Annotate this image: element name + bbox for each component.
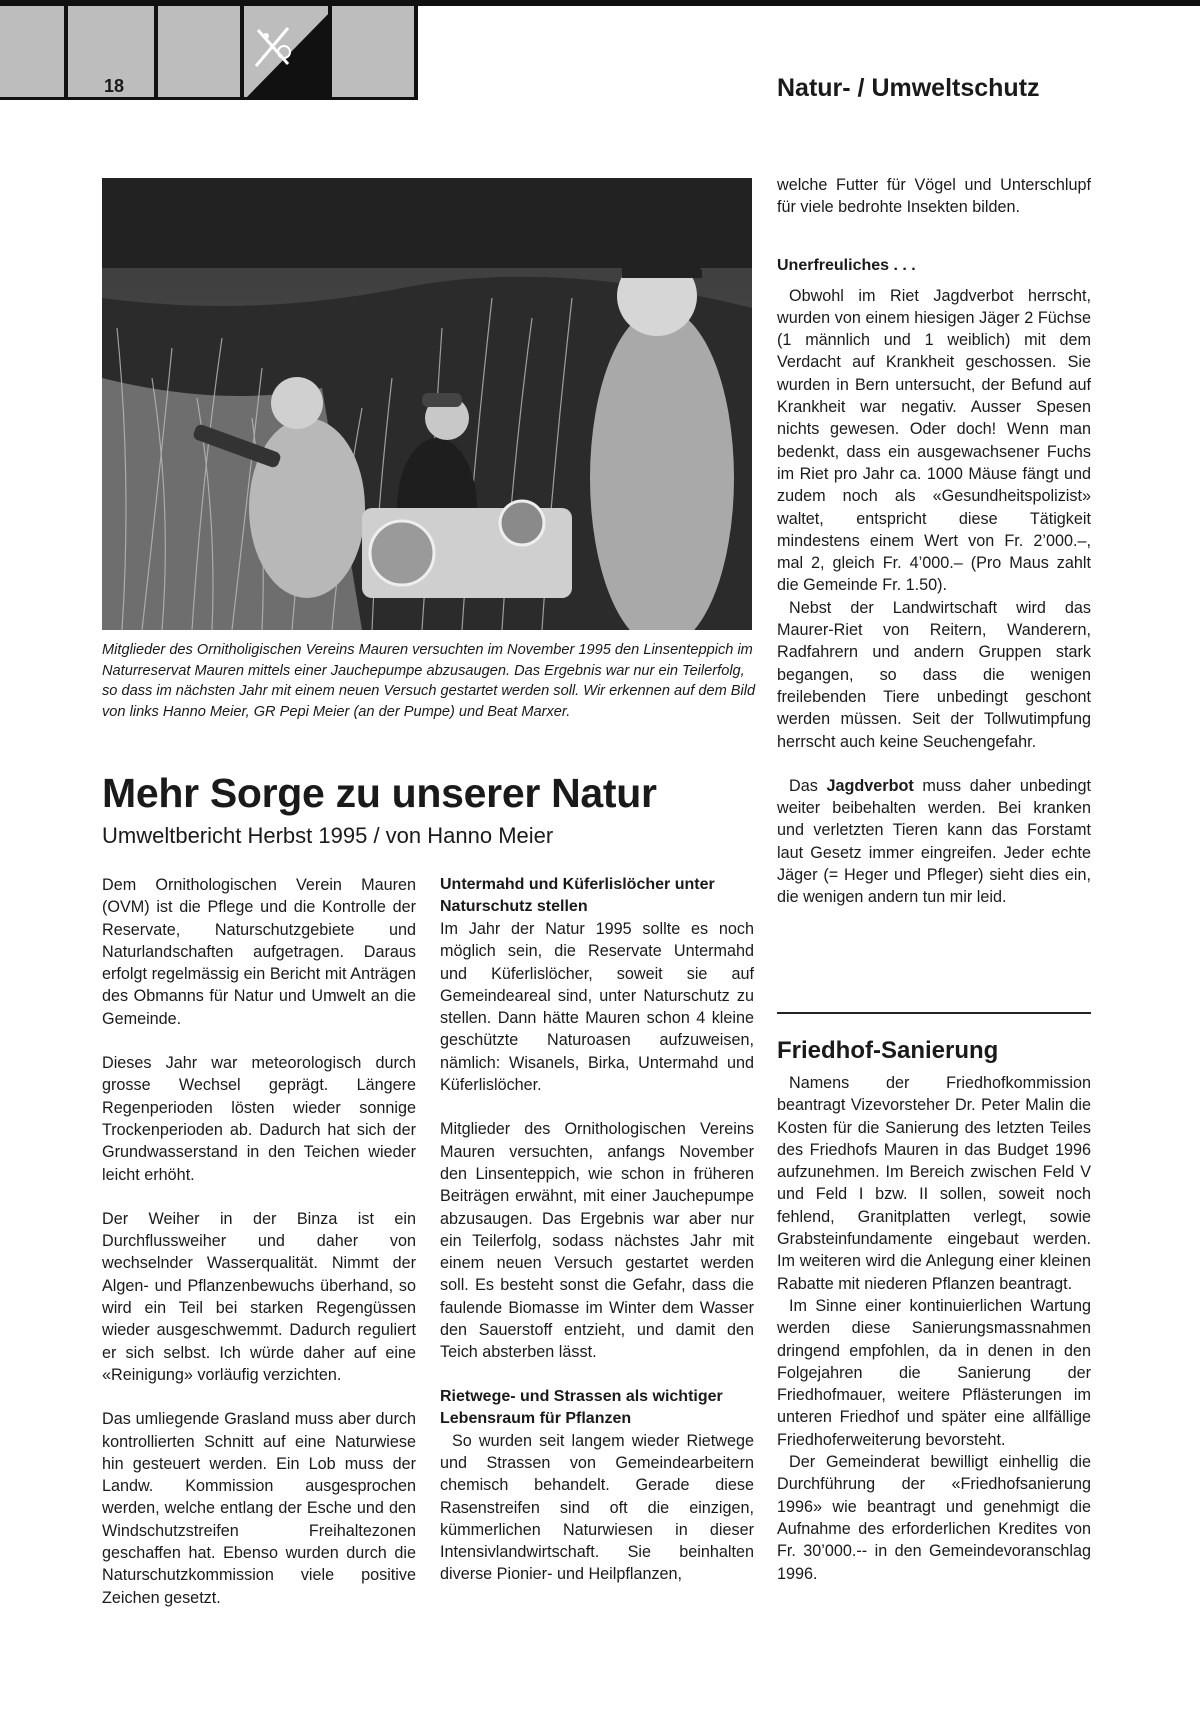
photo-illustration — [102, 178, 752, 630]
paragraph: Mitglieder des Ornithologischen Vereins Mauren versuchten, anfangs November den Linsenteppich, wie schon in früheren Beiträgen erwähnt, mit einer Jauchepumpe abzusaugen. Das Ergebnis war aber nur ein Teilerfolg, sodass nächstes Jahr mit einem neuen Versuch gestartet werden soll. Es besteht sonst die Gefahr, dass die faulende Biomasse im Winter dem Wasser den Sauerstoff entzieht, und damit den Teich absterben lässt. — [440, 1120, 754, 1362]
subheading: Rietwege- und Strassen als wichtiger Lebensraum für Pflanzen — [440, 1387, 723, 1427]
paragraph: Im Jahr der Natur 1995 sollte es noch möglich sein, die Reservate Untermahd und Küferlislöcher, soweit sie auf Gemeindeareal sind, unter Naturschutz zu stellen. Dann hätte Mauren schon 4 kleine geschützte Naturoasen aufzuweisen, nämlich: Wisanels, Birka, Untermahd und Küferlislöcher. — [440, 920, 754, 1095]
article-column-3 — [777, 174, 1091, 909]
bold-term: Jagdverbot — [826, 776, 914, 795]
text-span: Das — [789, 776, 827, 795]
header-cell — [158, 6, 244, 100]
header-cell — [0, 6, 68, 100]
paragraph: Nebst der Landwirtschaft wird das Maurer-Riet von Reitern, Wanderern, Radfahrern und andern Gruppen stark begangen, so dass die wenigen freilebenden Tiere unbedingt geschont werden müssen. Seit der Tollwutimpfung herrscht auch keine Seuchengefahr. — [777, 598, 1091, 751]
paragraph: So wurden seit langem wieder Rietwege und Strassen von Gemeindearbeitern chemisch behandelt. Gerade diese Rasenstreifen sind oft die einzigen, kümmerlichen Naturwiesen in dieser Intensivlandwirtschaft. Sie beinhalten diverse Pionier- und Heilpflanzen, — [440, 1431, 754, 1584]
section-heading: Friedhof-Sanierung — [777, 1037, 999, 1064]
paragraph: welche Futter für Vögel und Unterschlupf für viele bedrohte Insekten bilden. — [777, 176, 1091, 217]
header-cell — [332, 6, 418, 100]
article-title: Mehr Sorge zu unserer Natur — [102, 770, 657, 816]
paragraph: Dem Ornithologischen Verein Mauren (OVM) ist die Pflege und die Kontrolle der Reservate, Naturschutzgebiete und Naturlandschaften aufgetragen. Daraus erfolgt regelmässig ein Bericht mit Anträgen des Obmanns für Natur und Umwelt an die Gemeinde. — [102, 876, 416, 1028]
photo-caption: Mitglieder des Ornitholigischen Vereins Mauren versuchten im November 1995 den Linsenteppich im Naturreservat Mauren mittels einer Jauchepumpe abzusaugen. Das Ergebnis war nur ein Teilerfolg, so dass im nächsten Jahr mit einem neuen Versuch gestartet werden soll. Wir erkennen auf dem Bild von links Hanno Meier, GR Pepi Meier (an der Pumpe) und Beat Marxer. — [102, 642, 756, 720]
section-title: Natur- / Umweltschutz — [777, 74, 1040, 102]
subheading: Untermahd und Küferlislöcher unter Naturschutz stellen — [440, 876, 715, 915]
paragraph: Dieses Jahr war meteorologisch durch grosse Wechsel geprägt. Längere Regenperioden lösten wieder sonnige Trockenperioden ab. Dadurch hat sich der Grundwasserstand in den Teichen wieder leicht erhöht. — [102, 1054, 416, 1184]
paragraph: Der Weiher in der Binza ist ein Durchflussweiher und daher von wechselnder Wasserqualität. Nimmt der Algen- und Pflanzenbewuchs überhand, so wird ein Teil bei starken Regengüssen wieder ausgeschwemmt. Dadurch reguliert er sich selbst. Ich würde daher auf eine «Reinigung» vorläufig verzichten. — [102, 1209, 416, 1384]
section-divider — [777, 1012, 1091, 1014]
article-subtitle: Umweltbericht Herbst 1995 / von Hanno Meier — [102, 823, 554, 848]
paragraph: Der Gemeinderat bewilligt einhellig die Durchführung der «Friedhofsanierung 1996» wie beantragt und genehmigt die Aufnahme des erforderlichen Kredites von Fr. 30’000.-- in den Gemeindevoranschlag 1996. — [777, 1453, 1091, 1583]
paragraph: Namens der Friedhofkommission beantragt Vizevorsteher Dr. Peter Malin die Kosten für die Sanierung des letzten Teiles des Friedhofs Mauren in das Budget 1996 aufzunehmen. Im Bereich zwischen Feld V und Feld I bzw. II sollen, soweit noch fehlend, Granitplatten verlegt, sowie Grabsteinfundamente eingebaut werden. Im weiteren wird die Anlegung einer kleinen Rabatte mit niederen Pflanzen beantragt. — [777, 1074, 1091, 1293]
article-photo — [102, 178, 752, 630]
paragraph — [777, 775, 1091, 909]
article-column-1 — [102, 874, 416, 1609]
header-underline — [0, 97, 418, 100]
article-column-2 — [440, 874, 754, 1586]
text-span: muss daher unbedingt weiter beibehalten werden. Bei kranken und verletzten Tieren kann das Forstamt laut Gesetz immer eingreifen. Jeder echte Jäger (= Heger und Pfleger) sieht dies ein, die wenigen andern tun mir leid. — [777, 776, 1091, 907]
page-number: 18 — [104, 76, 125, 96]
emblem-cell — [244, 6, 332, 100]
friedhof-section — [777, 1036, 1091, 1585]
paragraph: Das umliegende Grasland muss aber durch kontrollierten Schnitt auf eine Naturwiese hin gesteuert werden. Ein Lob muss der Landw. Kommission ausgesprochen werden, welche entlang der Esche und den Windschutzstreifen Freihaltezonen geschaffen hat. Ebenso wurden durch die Naturschutzkommission viele positive Zeichen gesetzt. — [102, 1410, 416, 1607]
paragraph: Obwohl im Riet Jagdverbot herrscht, wurden von einem hiesigen Jäger 2 Füchse (1 männlich und 1 weiblich) mit dem Verdacht auf Krankheit geschossen. Sie wurden in Bern untersucht, der Befund auf Krankheit war negativ. Ausser Spesen nichts gewesen. Oder doch! Wenn man bedenkt, dass ein ausgewachsener Fuchs im Riet pro Jahr ca. 1000 Mäuse fängt und zudem noch als «Gesundheitspolizist» waltet, entspricht diese Tätigkeit mindestens einem Wert von Fr. 2’000.–, mal 2, gleich Fr. 4’000.– (Pro Maus zahlt die Gemeinde Fr. 1.50). — [777, 286, 1091, 595]
paragraph: Im Sinne einer kontinuierlichen Wartung werden diese Sanierungsmassnahmen dringend empfohlen, da in denen in den Folgejahren die Sanierung der Friedhofmauer, weitere Pflästerungen im unteren Friedhof und später eine allfällige Friedhoferweiterung bevorsteht. — [777, 1296, 1091, 1449]
subheading: Unerfreuliches . . . — [777, 256, 916, 274]
crossed-tools-emblem-icon — [244, 6, 328, 100]
